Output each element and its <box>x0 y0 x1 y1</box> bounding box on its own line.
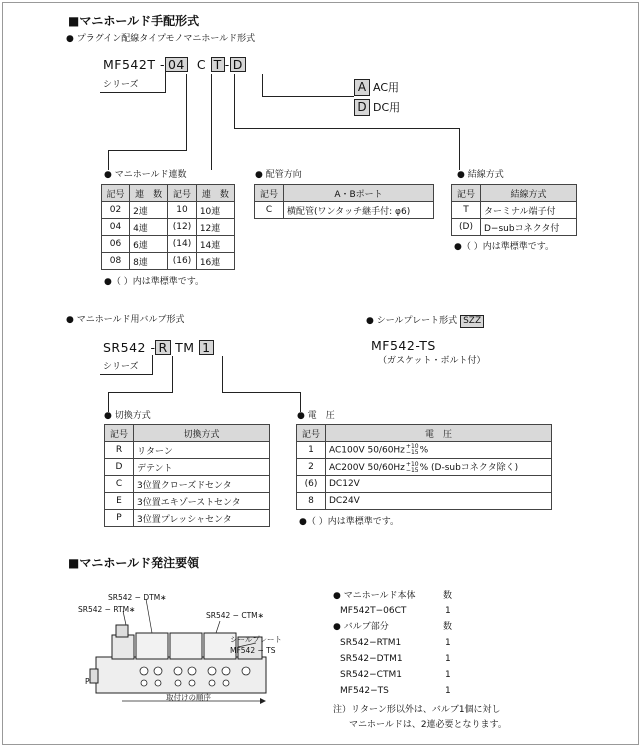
series-bracket-1 <box>165 72 166 93</box>
order-item-name: MF542T−06CT <box>340 606 407 616</box>
tol-unit: % <box>419 463 429 474</box>
cell: E <box>105 493 134 510</box>
cell: (14) <box>168 236 197 253</box>
table-row <box>297 476 552 493</box>
voltage-label-dc: DC用 <box>373 101 401 114</box>
cell <box>326 459 552 476</box>
cell: 3位置エキゾーストセンタ <box>134 493 270 510</box>
cell: D−subコネクタ付 <box>481 219 577 236</box>
tolerance <box>406 444 419 456</box>
voltage-value: AC200V 50/60Hz <box>329 463 405 474</box>
order-item-qty: 1 <box>445 638 451 648</box>
diagram-label-dtm: SR542 − DTM∗ <box>108 593 167 602</box>
line-1-right <box>222 392 301 393</box>
voltage-value: AC100V 50/60Hz <box>329 445 405 456</box>
diagram-label-order: 取付けの順序 <box>166 693 211 702</box>
seal-model: MF542-TS <box>371 338 436 353</box>
cell: 4連 <box>130 219 168 236</box>
cell: R <box>105 442 134 459</box>
cell: 3位置クローズドセンタ <box>134 476 270 493</box>
piping-table <box>254 184 434 219</box>
voltage-note: ●（ ）内は準標準です。 <box>299 517 399 527</box>
switching-label: ● 切換方式 <box>104 411 151 421</box>
model-code-c: C <box>196 57 207 72</box>
tol-unit: % <box>419 445 429 456</box>
model-code-wiring: T <box>211 57 225 72</box>
order-item-qty: 1 <box>445 606 451 616</box>
order-header-body: ● マニホールド本体 <box>333 591 416 601</box>
voltage-table <box>296 424 552 510</box>
table-row <box>105 493 270 510</box>
cell: 10 <box>168 202 197 219</box>
cell: D <box>105 459 134 476</box>
line-r-left <box>108 392 173 393</box>
piping-header: A・Bポート <box>284 185 434 202</box>
line-1-drop <box>300 392 301 412</box>
valve-model-base: SR542 <box>103 340 146 355</box>
section-title-manifold-format: ■マニホールド手配形式 <box>68 14 200 28</box>
table-row <box>452 219 577 236</box>
line-r-drop <box>108 392 109 412</box>
line-1-down <box>222 356 223 392</box>
line-04-left <box>108 150 187 151</box>
cell: デテント <box>134 459 270 476</box>
wiring-header: 記号 <box>452 185 481 202</box>
order-item-name: SR542−RTM1 <box>340 638 402 648</box>
valve-model-tm: TM <box>175 340 195 355</box>
line-t-down <box>234 74 235 128</box>
tol-down: −15 <box>405 466 419 474</box>
model-sep1: - <box>159 57 165 72</box>
stations-header: 記号 <box>168 185 197 202</box>
cell <box>326 442 552 459</box>
order-qty-header-2: 数 <box>443 622 453 632</box>
switching-header: 切換方式 <box>134 425 270 442</box>
cell: 08 <box>102 253 130 270</box>
diagram-label-rtm: SR542 − RTM∗ <box>78 605 136 614</box>
wiring-note: ●（ ）内は準標準です。 <box>454 242 554 252</box>
table-row <box>105 442 270 459</box>
voltage-extra: (D-subコネクタ除く) <box>428 463 519 474</box>
valve-model-code <box>103 340 214 355</box>
voltage-box-d: D <box>354 99 370 116</box>
order-note-1: 注）リターン形以外は、バルブ1個に対し <box>333 705 501 715</box>
table-row <box>102 202 235 219</box>
wiring-table <box>451 184 577 236</box>
valve-code-switching: R <box>155 340 170 355</box>
line-d-down <box>262 74 263 96</box>
cell: (6) <box>297 476 326 493</box>
table-row <box>102 236 235 253</box>
seal-plate-label-text: ● シールプレート形式 <box>366 316 458 326</box>
order-header-valve: ● バルブ部分 <box>333 622 389 632</box>
stations-header: 連 数 <box>196 185 234 202</box>
switching-header: 記号 <box>105 425 134 442</box>
model-code-stations: 04 <box>165 57 188 72</box>
order-item-name: MF542−TS <box>340 686 389 696</box>
cell: 8連 <box>130 253 168 270</box>
piping-label: ● 配管方向 <box>255 170 302 180</box>
series-underline-1 <box>100 92 166 93</box>
cell: 16連 <box>196 253 234 270</box>
cell: 12連 <box>196 219 234 236</box>
voltage-box-a: A <box>354 79 370 96</box>
cell: 14連 <box>196 236 234 253</box>
table-row <box>297 493 552 510</box>
cell: ターミナル端子付 <box>481 202 577 219</box>
line-t-drop <box>459 128 460 170</box>
cell: リターン <box>134 442 270 459</box>
cell: 06 <box>102 236 130 253</box>
valve-format-label: ● マニホールド用バルブ形式 <box>66 315 185 325</box>
table-row <box>105 510 270 527</box>
order-item-name: SR542−CTM1 <box>340 670 402 680</box>
table-row <box>452 202 577 219</box>
voltage-header: 記号 <box>297 425 326 442</box>
subtitle-plugin: ● プラグイン配線タイプモノマニホールド形式 <box>66 34 256 44</box>
diagram-label-p: P <box>85 677 90 686</box>
cell: C <box>105 476 134 493</box>
stations-table <box>101 184 235 270</box>
series-label-1: シリーズ <box>103 80 139 90</box>
line-t-right <box>234 128 460 129</box>
stations-header: 記号 <box>102 185 130 202</box>
cell: 10連 <box>196 202 234 219</box>
seal-note: （ガスケット・ボルト付） <box>378 356 486 366</box>
line-c-down <box>211 74 212 170</box>
diagram-label-seal1: シールプレート <box>230 635 283 644</box>
cell: 8 <box>297 493 326 510</box>
valve-code-voltage: 1 <box>199 340 213 355</box>
table-row <box>297 442 552 459</box>
cell: 横配管(ワンタッチ継手付: φ6) <box>284 202 434 219</box>
cell: 2 <box>297 459 326 476</box>
diagram-label-seal2: MF542 − TS <box>230 646 276 655</box>
voltage-header: 電 圧 <box>326 425 552 442</box>
order-item-name: SR542−DTM1 <box>340 654 403 664</box>
table-row <box>102 253 235 270</box>
diagram-label-ctm: SR542 − CTM∗ <box>206 611 264 620</box>
cell: 6連 <box>130 236 168 253</box>
stations-header: 連 数 <box>130 185 168 202</box>
piping-header: 記号 <box>255 185 284 202</box>
order-note-2: マニホールドは、2連必要となります。 <box>349 720 507 730</box>
cell: T <box>452 202 481 219</box>
stations-label: ● マニホールド連数 <box>104 170 187 180</box>
cell: 3位置プレッシャセンタ <box>134 510 270 527</box>
cell: (12) <box>168 219 197 236</box>
cell: (D) <box>452 219 481 236</box>
series-bracket-2 <box>152 355 153 375</box>
cell: DC24V <box>326 493 552 510</box>
voltage-label-ac: AC用 <box>373 81 400 94</box>
wiring-label: ● 結線方式 <box>457 170 504 180</box>
order-qty-header: 数 <box>443 591 453 601</box>
table-row <box>102 219 235 236</box>
cell: 1 <box>297 442 326 459</box>
model-sep2: - <box>224 57 230 72</box>
switching-table <box>104 424 270 527</box>
manifold-model-code <box>103 57 246 72</box>
cell: 2連 <box>130 202 168 219</box>
table-row <box>297 459 552 476</box>
voltage-table-label: ● 電 圧 <box>297 411 335 421</box>
line-04-down <box>186 74 187 150</box>
tol-up: +10 <box>405 460 419 468</box>
order-item-qty: 1 <box>445 686 451 696</box>
wiring-header: 結線方式 <box>481 185 577 202</box>
section-title-ordering: ■マニホールド発注要領 <box>68 556 200 570</box>
stations-note: ●（ ）内は準標準です。 <box>104 277 204 287</box>
series-label-2: シリーズ <box>103 362 139 372</box>
line-04-drop <box>108 150 109 170</box>
tol-down: −15 <box>405 449 419 456</box>
model-base: MF542T <box>103 57 156 72</box>
table-row <box>105 476 270 493</box>
order-item-qty: 1 <box>445 654 451 664</box>
cell: P <box>105 510 134 527</box>
seal-code-box: SZZ <box>460 315 484 328</box>
model-code-voltage: D <box>230 57 246 72</box>
table-row <box>255 202 434 219</box>
valve-model-sep: - <box>150 340 156 355</box>
cell: 04 <box>102 219 130 236</box>
line-r-down <box>172 356 173 392</box>
cell: DC12V <box>326 476 552 493</box>
cell: 02 <box>102 202 130 219</box>
cell: C <box>255 202 284 219</box>
tol-up: +10 <box>405 443 419 450</box>
series-underline-2 <box>100 374 153 375</box>
line-d-right <box>262 96 354 97</box>
seal-plate-label <box>366 315 484 328</box>
order-item-qty: 1 <box>445 670 451 680</box>
table-row <box>105 459 270 476</box>
tolerance <box>406 462 419 474</box>
cell: (16) <box>168 253 197 270</box>
